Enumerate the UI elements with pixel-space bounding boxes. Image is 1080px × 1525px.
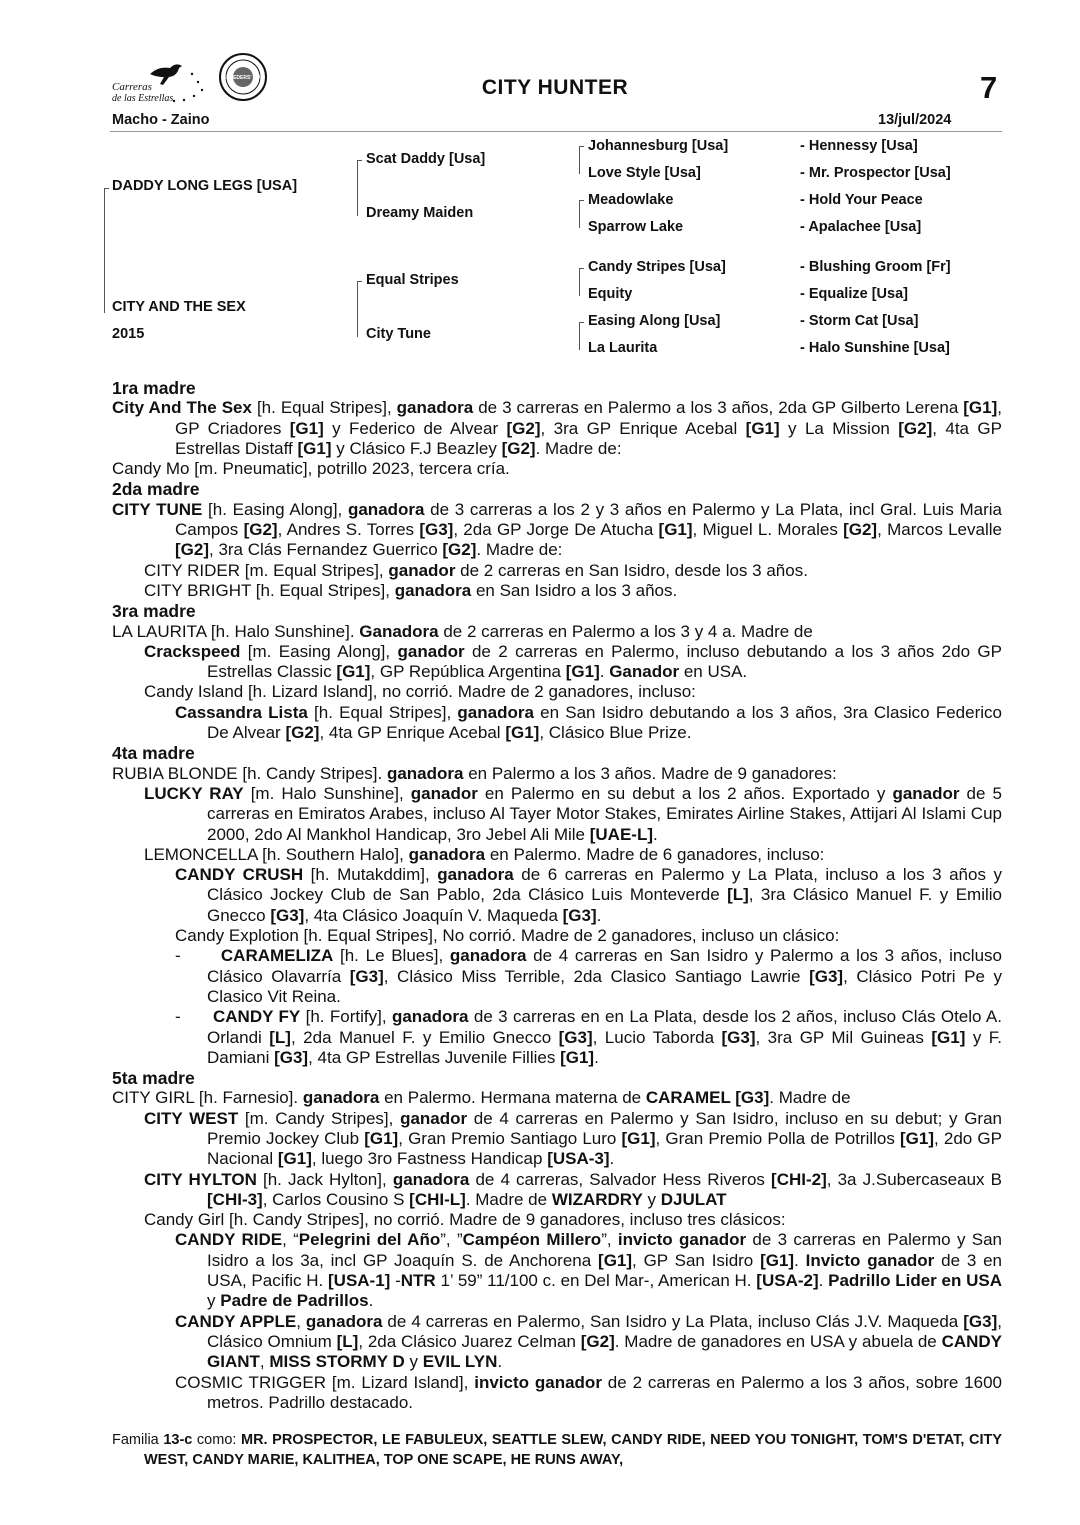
g4-ancestor: - Apalachee [Usa] (800, 219, 922, 235)
produce-entry: COSMIC TRIGGER [m. Lizard Island], invicto ganador de 2 carreras en Palermo a los 3 años, sobre 1600 metros. Padrillo destacado. (175, 1372, 1002, 1412)
g4-ancestor: - Equalize [Usa] (800, 286, 908, 302)
g4-ancestor: - Blushing Groom [Fr] (800, 259, 951, 275)
g4-ancestor: - Hennessy [Usa] (800, 138, 918, 154)
dam-entry: CITY GIRL [h. Farnesio]. ganadora en Palermo. Hermana materna de CARAMEL [G3]. Madre de (112, 1088, 851, 1108)
horse-name-title: CITY HUNTER (481, 76, 629, 99)
g3-ancestor: Love Style [Usa] (588, 165, 701, 181)
g3-ancestor: Sparrow Lake (588, 219, 684, 235)
dam-entry: RUBIA BLONDE [h. Candy Stripes]. ganadora en Palermo a los 3 años. Madre de 9 ganadores: (112, 763, 837, 783)
section-heading: 2da madre (112, 479, 200, 500)
g4-ancestor: - Hold Your Peace (800, 192, 923, 208)
pedigree-bracket (579, 268, 584, 296)
dam-entry: City And The Sex [h. Equal Stripes], ganadora de 3 carreras en Palermo a los 3 años, 2da GP Gilberto Lerena [G1], GP Criadores [G1] y Federico de Alvear [G2], 3ra GP Enrique Acebal [G1] y La Mission [G2], 4ta GP Estrellas Distaff [G1] y Clásico F.J Beazley [G2]. Madre de: (112, 398, 1002, 458)
dam-sire: Equal Stripes (366, 272, 459, 288)
sex-color: Macho - Zaino (112, 112, 210, 128)
sire-dam: Dreamy Maiden (366, 205, 474, 221)
birth-year: 2015 (112, 326, 145, 342)
produce-entry: CANDY APPLE, ganadora de 4 carreras en Palermo, San Isidro y La Plata, incluso Clás J.V. Maqueda [G3], Clásico Omnium [L], 2da Clásico Juarez Celman [G2]. Madre de ganadores en USA y abuela de CANDY GIANT, MISS STORMY D y EVIL LYN. (175, 1311, 1003, 1372)
g3-ancestor: Easing Along [Usa] (588, 313, 721, 329)
dam-entry: CITY TUNE [h. Easing Along], ganadora de 3 carreras a los 2 y 3 años en Palermo y La Plata, incl Gral. Luis Maria Campos [G2], Andres S. Torres [G3], 2da GP Jorge De Atucha [G1], Miguel L. Morales [G2], Marcos Levalle [G2], 3ra Clás Fernandez Guerrico [G2]. Madre de: (112, 499, 1003, 560)
produce-entry: CITY WEST [m. Candy Stripes], ganador de 4 carreras en Palermo y San Isidro, incluso en su debut; y Gran Premio Jockey Club [G1], Gran Premio Santiago Luro [G1], Gran Premio Polla de Potrillos [G1], 2do GP Nacional [G1], luego 3ro Fastness Handicap [USA-3]. (144, 1108, 1002, 1169)
g4-ancestor: - Mr. Prospector [Usa] (800, 165, 951, 181)
pedigree-bracket (579, 146, 584, 174)
dam-dam: City Tune (366, 326, 431, 342)
pedigree-bracket (357, 160, 362, 216)
svg-text:BREEDERS' CUP: BREEDERS' CUP (222, 75, 264, 81)
sire-name: DADDY LONG LEGS [USA] (112, 178, 298, 194)
g3-ancestor: Candy Stripes [Usa] (588, 259, 726, 275)
pedigree-bracket (357, 281, 362, 337)
produce-entry: Candy Explotion [h. Equal Stripes], No corrió. Madre de 2 ganadores, incluso un clásico: (175, 926, 840, 946)
produce-entry: LUCKY RAY [m. Halo Sunshine], ganador en Palermo en su debut a los 2 años. Exportado y ganador de 5 carreras en Emiratos Arabes, incluso Al Tayer Motor Stakes, Emirates Airline Stakes, Attijari Al Islami Cup 2000, 2do Al Mankhol Handicap, 3ro Jebel Ali Mile [UAE-L]. (144, 783, 1002, 844)
produce-entry: CITY RIDER [m. Equal Stripes], ganador de 2 carreras en San Isidro, desde los 3 años. (144, 560, 808, 580)
produce-entry: CITY BRIGHT [h. Equal Stripes], ganadora en San Isidro a los 3 años. (144, 580, 678, 600)
produce-entry: - CANDY FY [h. Fortify], ganadora de 3 carreras en en La Plata, desde los 2 años, incluso Clás Otelo A. Orlandi [L], 2da Manuel F. y Emilio Gnecco [G3], Lucio Taborda [G3], 3ra GP Mil Guineas [G1] y F. Damiani [G3], 4ta GP Estrellas Juvenile Fillies [G1]. (175, 1007, 1002, 1067)
produce-entry: LEMONCELLA [h. Southern Halo], ganadora en Palermo. Madre de 6 ganadores, incluso: (144, 844, 825, 864)
produce-entry: CITY HYLTON [h. Jack Hylton], ganadora de 4 carreras, Salvador Hess Riveros [CHI-2], 3a J.Subercaseaux B [CHI-3], Carlos Cousino S [CHI-L]. Madre de WIZARDRY y DJULAT (144, 1169, 1002, 1209)
family-footer: Familia 13-c como: MR. PROSPECTOR, LE FABULEUX, SEATTLE SLEW, CANDY RIDE, NEED YOU TONIGHT, TOM'S D'ETAT, CITY WEST, CANDY MARIE, KALITHEA, TOP ONE SCAPE, HE RUNS AWAY, (112, 1432, 1003, 1468)
g3-ancestor: Meadowlake (588, 192, 674, 208)
header-divider (110, 131, 1002, 132)
section-heading: 3ra madre (112, 601, 196, 622)
dam-name: CITY AND THE SEX (112, 299, 246, 315)
sire-sire: Scat Daddy [Usa] (366, 151, 486, 167)
g4-ancestor: - Storm Cat [Usa] (800, 313, 919, 329)
g3-ancestor: La Laurita (588, 340, 658, 356)
produce-entry: Candy Island [h. Lizard Island], no corrió. Madre de 2 ganadores, incluso: (144, 682, 696, 702)
female-family-text (112, 378, 1002, 1413)
svg-text:de las Estrellas: de las Estrellas (112, 93, 174, 104)
produce-entry: CANDY CRUSH [h. Mutakddim], ganadora de 6 carreras en Palermo y La Plata, incluso a los 3 años y Clásico Jockey Club de San Pablo, 2da Clásico Luis Monteverde [L], 3ra Clásico Manuel F. y Emilio Gnecco [G3], 4ta Clásico Joaquín V. Maqueda [G3]. (175, 865, 1002, 925)
produce-entry: Candy Mo [m. Pneumatic], potrillo 2023, tercera cría. (112, 459, 510, 479)
produce-entry: - CARAMELIZA [h. Le Blues], ganadora de 4 carreras en San Isidro y Palermo a los 3 años, incluso Clásico Olavarría [G3], Clásico Miss Terrible, 2da Clasico Santiago Lawrie [G3], Clásico Potri Pe y Clasico Vit Reina. (175, 946, 1002, 1006)
pedigree-bracket (579, 200, 584, 228)
g3-ancestor: Johannesburg [Usa] (588, 138, 729, 154)
produce-entry: CANDY RIDE, “Pelegrini del Año”, ”Campéon Millero”, invicto ganador de 3 carreras en Palermo y San Isidro a los 3a, incl GP Joaquín S. de Anchorena [G1], GP San Isidro [G1]. Invicto ganador de 3 en USA, Pacific H. [USA-1] -NTR 1’ 59” 11/100 c. en Del Mar-, American H. [USA-2]. Padrillo Lider en USA y Padre de Padrillos. (175, 1230, 1003, 1311)
produce-entry: Cassandra Lista [h. Equal Stripes], ganadora en San Isidro debutando a los 3 años, 3ra Clasico Federico De Alvear [G2], 4ta GP Enrique Acebal [G1], Clásico Blue Prize. (175, 702, 1002, 743)
g3-ancestor: Equity (588, 286, 633, 302)
dam-entry: LA LAURITA [h. Halo Sunshine]. Ganadora de 2 carreras en Palermo a los 3 y 4 a. Madre de (112, 621, 813, 641)
pedigree-bracket (104, 188, 109, 313)
sale-date: 13/jul/2024 (878, 112, 952, 128)
section-heading: 5ta madre (112, 1068, 195, 1089)
g4-ancestor: - Halo Sunshine [Usa] (800, 340, 950, 356)
produce-entry: Crackspeed [m. Easing Along], ganador de 2 carreras en Palermo, incluso debutando a los 3 años 2do GP Estrellas Classic [G1], GP República Argentina [G1]. Ganador en USA. (144, 641, 1002, 682)
section-heading: 1ra madre (112, 378, 196, 398)
pedigree-bracket (579, 322, 584, 350)
section-heading: 4ta madre (112, 743, 195, 764)
produce-entry: Candy Girl [h. Candy Stripes], no corrió. Madre de 9 ganadores, incluso tres clásicos: (144, 1210, 786, 1230)
lot-number: 7 (980, 70, 998, 105)
svg-text:Carreras: Carreras (112, 81, 152, 93)
